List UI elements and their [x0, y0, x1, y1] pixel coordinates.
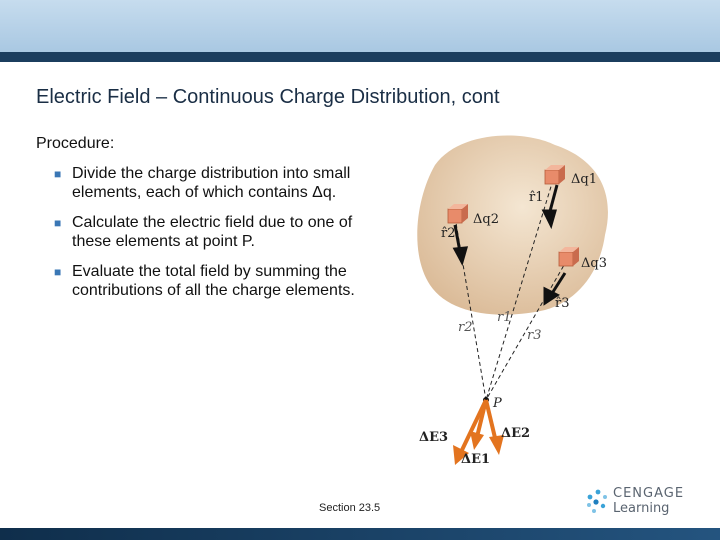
bullet-marker-icon: ■: [54, 167, 62, 181]
bullet-marker-icon: ■: [54, 265, 62, 279]
r1-label: r1: [497, 310, 512, 325]
procedure-label: Procedure:: [36, 135, 115, 152]
r3hat-label: r̂3: [555, 296, 570, 311]
dq3-label: Δq3: [581, 256, 607, 271]
charge-element-3: [559, 247, 579, 266]
r2-label: r2: [458, 320, 473, 335]
bullet-list: [54, 164, 364, 311]
r2hat-label: r̂2: [441, 226, 456, 241]
bullet-text: Divide the charge distribution into small elements, each of which contains Δq.: [72, 165, 351, 201]
header-band: [0, 0, 720, 52]
bullet-item: [54, 213, 364, 251]
slide-title: Electric Field – Continuous Charge Distribution, cont: [36, 86, 500, 108]
e2-label: ΔE2: [501, 426, 531, 441]
header-stripe: [0, 52, 720, 62]
bullet-text: Calculate the electric field due to one of these elements at point P.: [72, 214, 353, 250]
cengage-logo-icon: [585, 488, 611, 516]
bullet-item: [54, 262, 364, 300]
logo-sub: Learning: [613, 501, 670, 516]
e1-label: ΔE1: [461, 452, 491, 467]
charge-element-2: [448, 204, 468, 223]
bullet-marker-icon: ■: [54, 216, 62, 230]
p-label: P: [493, 396, 502, 411]
footer-band: [0, 528, 720, 540]
r3-label: r3: [527, 328, 542, 343]
e3-label: ΔE3: [419, 430, 449, 445]
cengage-logo: [585, 486, 705, 518]
logo-name: CENGAGE: [613, 486, 685, 501]
bullet-item: [54, 164, 364, 202]
charge-element-1: [545, 165, 565, 184]
bullet-text: Evaluate the total field by summing the contributions of all the charge elements.: [72, 263, 355, 299]
dq1-label: Δq1: [571, 172, 597, 187]
section-footer: Section 23.5: [319, 502, 381, 514]
e2-arrowhead: [470, 431, 484, 450]
charge-distribution-figure: [405, 125, 615, 485]
r1hat-label: r̂1: [529, 190, 544, 205]
dq2-label: Δq2: [473, 212, 499, 227]
